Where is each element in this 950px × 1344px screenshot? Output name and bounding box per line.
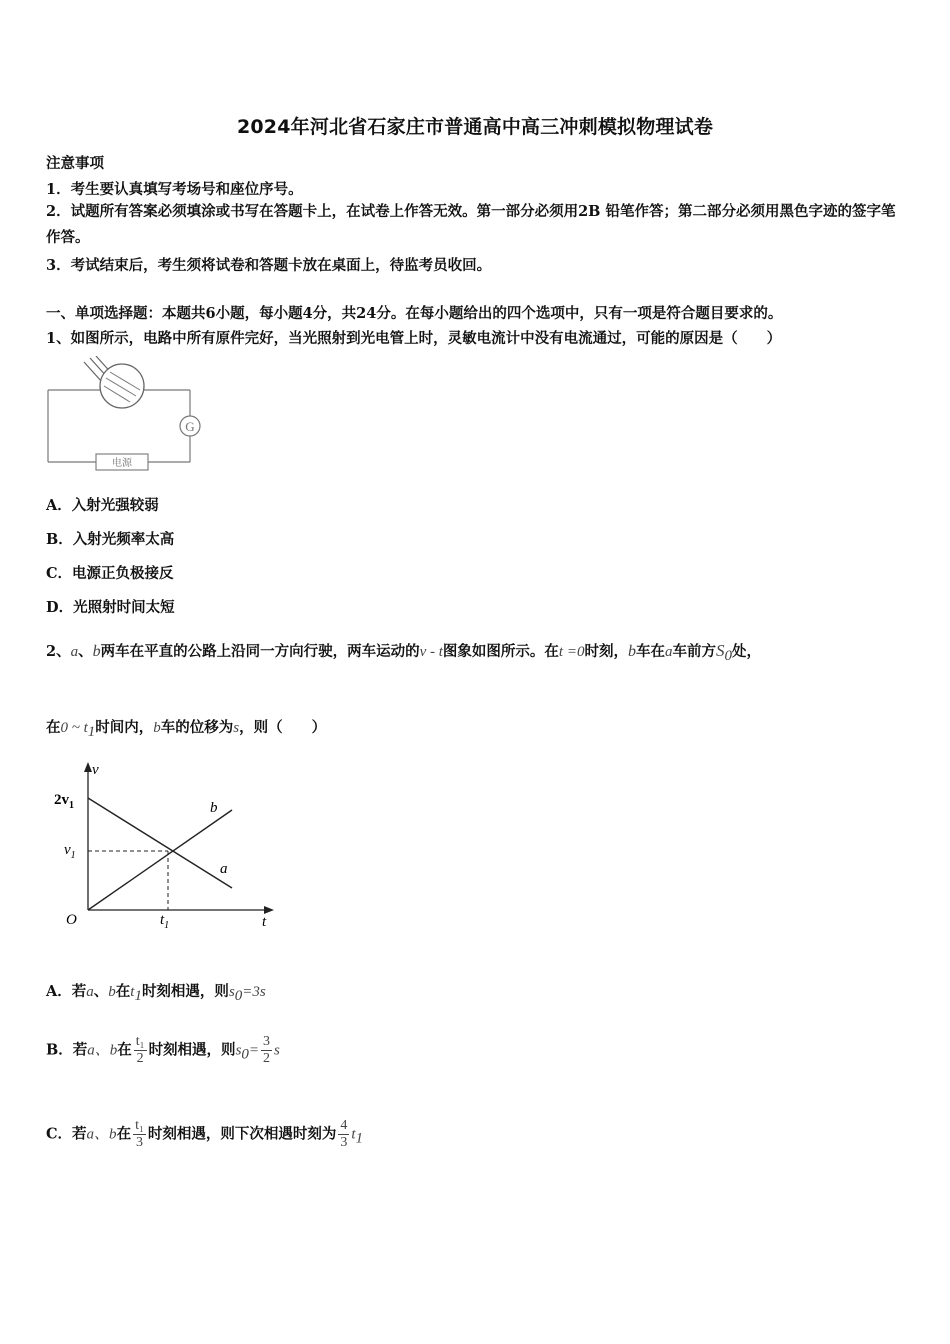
q2-option-a: A．若a、b在$t_1$时刻相遇，则$s_0=3s$ [46,983,266,1004]
tick-2v1: $2v_1$ [54,792,74,811]
tick-t1: $t_1$ [160,912,170,931]
fraction-t1-over-2: $\frac{\text{t₁}}{2}$ [135,1034,145,1066]
q1-option-c: C．电源正负极接反 [46,565,174,582]
line-a-label: a [220,861,228,877]
y-axis-arrow-icon [84,762,92,772]
tick-v1: $v_1$ [64,842,76,861]
notice-item-1: 1．考生要认真填写考场号和座位序号。 [46,181,303,198]
line-b-label: b [210,800,218,816]
origin-label: O [66,912,77,928]
question-2-stem-line1: 2、a、b两车在平直的公路上沿同一方向行驶，两车运动的v - t图象如图所示。在t =0时刻，b车在a车前方$S_0$处， [46,641,761,664]
notice-heading: 注意事项 [46,155,104,172]
vt-graph [48,760,288,932]
circuit-figure [44,356,210,472]
question-2-stem-line2: 在0 ~ $t_1$时间内，b车的位移为s，则（ ） [46,719,327,740]
q1-option-d: D．光照射时间太短 [46,599,175,616]
power-source-label: 电源 [112,458,132,469]
x-axis-arrow-icon [264,906,274,914]
notice-item-3: 3．考试结束后，考生须将试卷和答题卡放在桌面上，待监考员收回。 [46,257,492,274]
section-heading: 一、单项选择题：本题共6小题，每小题4分，共24分。在每小题给出的四个选项中，只有一项是符合题目要求的。 [46,305,783,322]
q1-option-b: B．入射光频率太高 [46,531,175,548]
galvanometer-label: G [185,419,195,434]
fraction-4-over-3: $\frac{4}{3}$ [340,1118,348,1150]
fraction-3-over-2: $\frac{3}{2}$ [263,1034,271,1066]
y-axis-label: v [92,762,99,778]
notice-item-2: 2．试题所有答案必须填涂或书写在答题卡上，在试卷上作答无效。第一部分必须用2B 铅笔作答；第二部分必须用黑色字迹的签字笔作答。 [46,203,896,246]
question-1-stem: 1、如图所示，电路中所有原件完好，当光照射到光电管上时，灵敏电流计中没有电流通过，可能的原因是（ ） [46,330,782,347]
q2-option-b: B．若a、b在 $\frac{\text{t₁}}{2}$ 时刻相遇，则$s_0=$ $\frac{3}{2}$ s [46,1034,280,1066]
line-b [88,810,232,910]
q1-option-a: A．入射光强较弱 [46,497,159,514]
fraction-t1-over-3: $\frac{\text{t₁}}{3}$ [135,1118,144,1150]
phototube-icon [100,364,144,408]
q2-option-c: C．若a、b在 $\frac{\text{t₁}}{3}$ 时刻相遇，则下次相遇时刻为 $\frac{4}{3}$ $t_1$ [46,1118,364,1150]
page-title: 2024年河北省石家庄市普通高中高三冲刺模拟物理试卷 [236,116,714,138]
x-axis-label: t [262,914,267,930]
